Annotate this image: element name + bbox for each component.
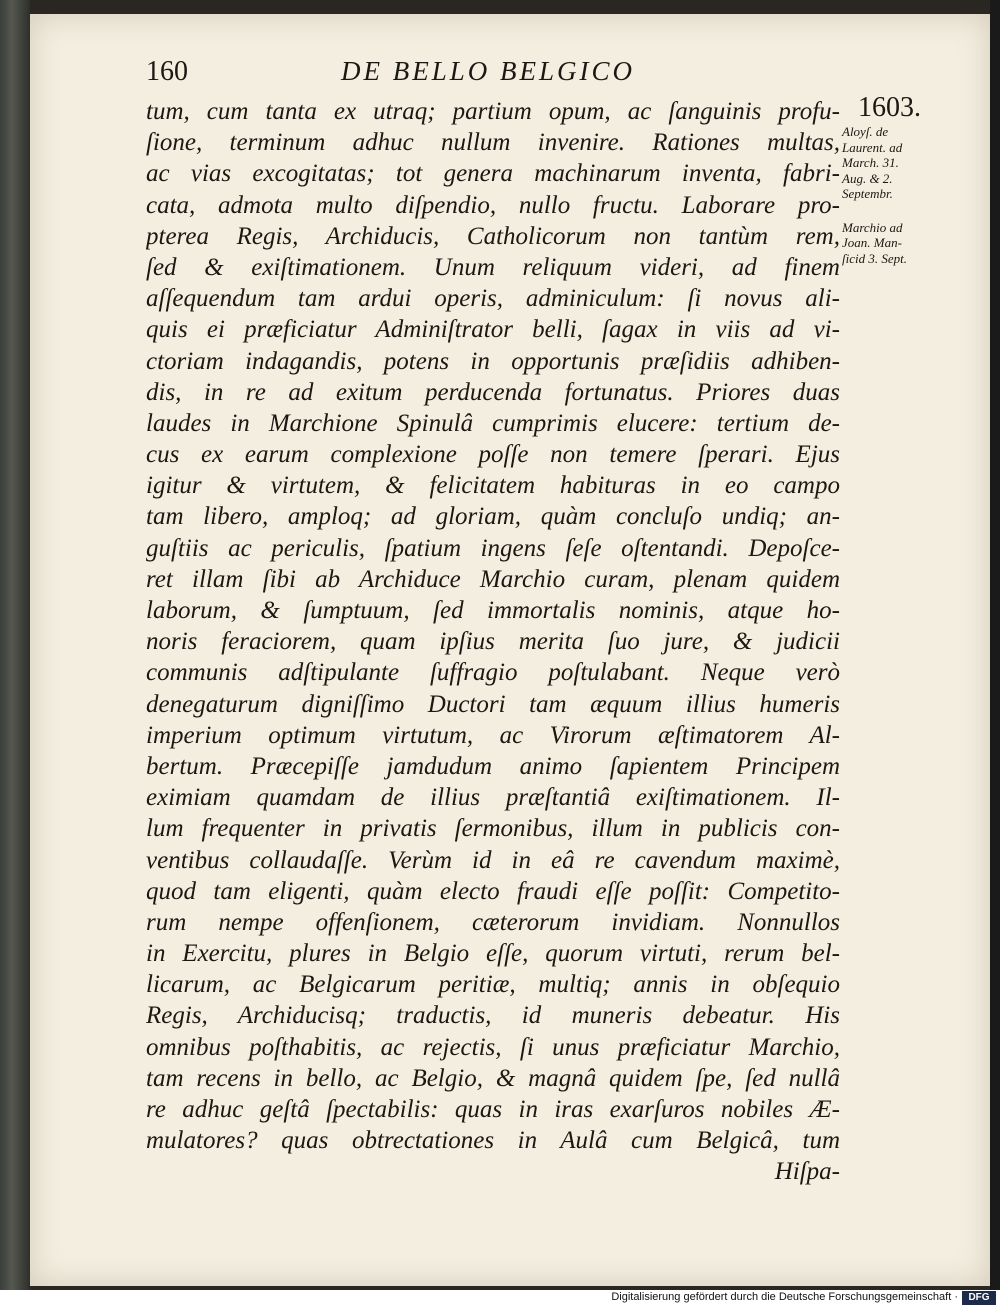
text-line: igitur & virtutem, & felicitatem habituras in eo campo <box>146 472 840 500</box>
margin-note-line: Aug. & 2. <box>842 170 893 186</box>
margin-notes <box>842 124 942 284</box>
body-text <box>146 96 840 1188</box>
text-line: cus ex earum complexione poſſe non temere ſperari. Ejus <box>146 441 840 469</box>
text-line: bertum. Præcepiſſe jamdudum animo ſapientem Principem <box>146 752 840 780</box>
margin-note-line: Aloyſ. de <box>842 124 889 139</box>
text-line: mulatores? quas obtrectationes in Aulâ cum Belgicâ, tum <box>146 1127 840 1155</box>
text-line: guſtiis ac periculis, ſpatium ingens ſeſe oſtentandi. Depoſce- <box>146 534 840 562</box>
margin-note-line: Marchio ad <box>842 219 903 235</box>
text-line: quod tam eligenti, quàm electo fraudi eſſe poſſit: Competito- <box>146 877 840 905</box>
text-line: ac vias excogitatas; tot genera machinarum inventa, fabri- <box>146 160 840 188</box>
margin-note-line: March. 31. <box>842 155 899 170</box>
dfg-logo: DFG <box>962 1291 996 1305</box>
text-line: ſed & exiſtimationem. Unum reliquum videri, ad finem <box>146 253 840 281</box>
margin-note-line: ſicid 3. Sept. <box>842 250 907 266</box>
text-line: in Exercitu, plures in Belgio eſſe, quorum virtuti, rerum bel- <box>146 940 840 968</box>
text-line: lum frequenter in privatis ſermonibus, illum in publicis con- <box>146 815 840 843</box>
text-line: Regis, Archiducisq; traductis, id muneris debeatur. His <box>146 1002 840 1030</box>
margin-note <box>842 124 942 202</box>
margin-note-line: Laurent. ad <box>842 139 903 155</box>
text-line: quis ei præficiatur Adminiſtrator belli, ſagax in viis ad vi- <box>146 316 840 344</box>
text-line: rum nempe offenſionem, cæterorum invidiam. Nonnullos <box>146 908 840 936</box>
marginal-year: 1603. <box>858 92 921 123</box>
margin-note-line: Joan. Man- <box>842 235 902 250</box>
text-line: pterea Regis, Archiducis, Catholicorum non tantùm rem, <box>146 222 840 250</box>
text-line: denegaturum digniſſimo Ductori tam æquum illius humeris <box>146 690 840 718</box>
text-line: ctoriam indagandis, potens in opportunis præſidiis adhiben- <box>146 347 840 375</box>
text-line: noris feraciorem, quam ipſius merita ſuo jure, & judicii <box>146 628 840 656</box>
text-line: eximiam quamdam de illius præſtantiâ exiſtimationem. Il- <box>146 784 840 812</box>
text-line: tam libero, amploq; ad gloriam, quàm concluſo undiq; an- <box>146 503 840 531</box>
text-line: laudes in Marchione Spinulâ cumprimis elucere: tertium de- <box>146 409 840 437</box>
page-right-edge <box>990 0 1000 1290</box>
text-line: ventibus collaudaſſe. Verùm id in eâ re cavendum maximè, <box>146 846 840 874</box>
text-line: laborum, & ſumptuum, ſed immortalis nominis, atque ho- <box>146 597 840 624</box>
text-line: imperium optimum virtutum, ac Virorum æſtimatorem Al- <box>146 721 840 749</box>
text-line: Hiſpa- <box>774 1158 840 1186</box>
text-line: cata, admota multo diſpendio, nullo fructu. Laborare pro- <box>146 191 840 219</box>
text-line: aſſequendum tam ardui operis, adminiculum: ſi novus ali- <box>146 285 840 313</box>
text-line: tum, cum tanta ex utraq; partium opum, ac ſanguinis profu- <box>146 98 840 125</box>
running-title: DE BELLO BELGICO <box>341 56 636 86</box>
margin-note <box>842 220 942 267</box>
page-number: 160 <box>146 56 188 87</box>
page-header <box>146 52 846 92</box>
text-line: ſione, terminum adhuc nullum invenire. Rationes multas, <box>146 129 840 157</box>
footer-bar <box>0 1290 1000 1307</box>
text-line: dis, in re ad exitum perducenda fortunatus. Priores duas <box>146 378 840 406</box>
text-line: ret illam ſibi ab Archiduce Marchio curam, plenam quidem <box>146 565 840 593</box>
text-line: licarum, ac Belgicarum peritiæ, multiq; annis in obſequio <box>146 971 840 999</box>
margin-note-line: Septembr. <box>842 186 893 201</box>
text-line: omnibus poſthabitis, ac rejectis, ſi unus præficiatur Marchio, <box>146 1033 840 1061</box>
text-line: tam recens in bello, ac Belgio, & magnâ quidem ſpe, ſed nullâ <box>146 1064 840 1092</box>
funding-credit: Digitalisierung gefördert durch die Deutsche Forschungsgemeinschaft · <box>611 1291 958 1303</box>
text-line: re adhuc geſtâ ſpectabilis: quas in iras exarſuros nobiles Æ- <box>146 1096 840 1123</box>
book-spine-edge <box>0 0 30 1290</box>
text-line: communis adſtipulante ſuffragio poſtulabant. Neque verò <box>146 659 840 687</box>
